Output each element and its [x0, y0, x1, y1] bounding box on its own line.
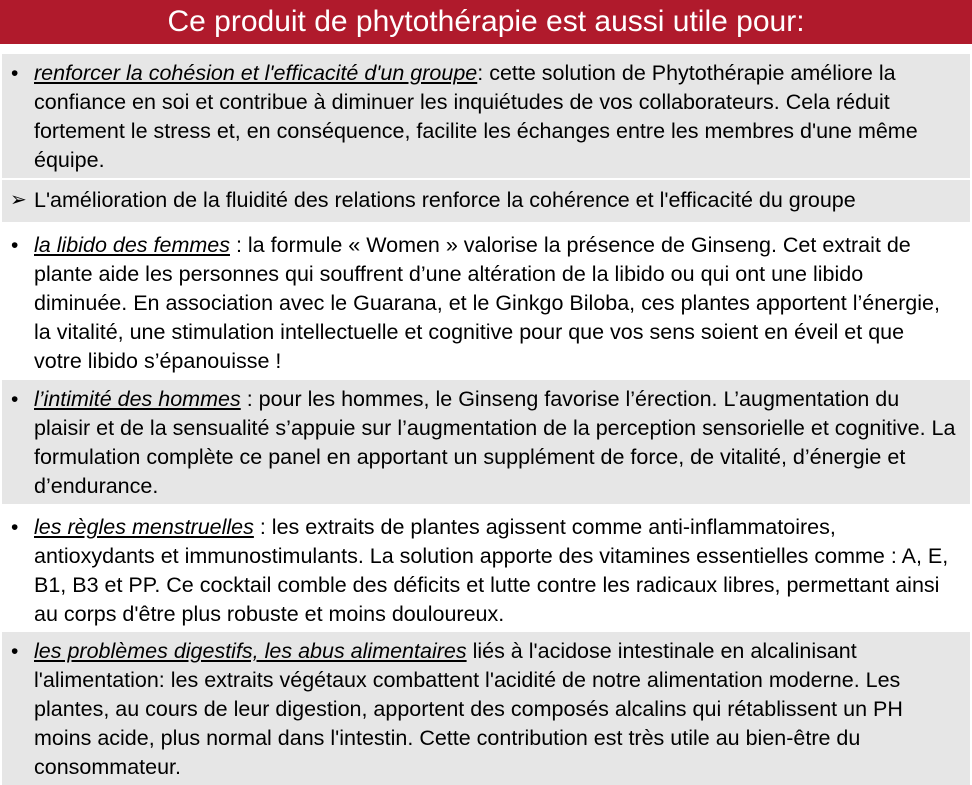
benefit-menstrual: [2, 508, 970, 628]
benefit-term: renforcer la cohésion et l'efficacité d'un groupe: [34, 61, 478, 85]
bullet-icon: •: [11, 640, 19, 663]
benefit-term: les problèmes digestifs, les abus alimentaires: [34, 639, 467, 663]
benefit-description: : pour les hommes, le Ginseng favorise l’érection. L’augmentation du plaisir et de la sensualité s’appuie sur l’augmentation de la perception sensorielle et cognitive. La formulation complète ce panel en apportant un supplément de force, de vitalité, d’énergie et d’endurance.: [34, 387, 956, 498]
benefit-sub-point: [2, 180, 970, 222]
benefit-women-libido: [2, 226, 970, 376]
benefit-description: : la formule « Women » valorise la présence de Ginseng. Cet extrait de plante aide les personnes qui souffrent d’une altération de la libido ou qui ont une libido diminuée. En association avec le Guarana, et le Ginkgo Biloba, ces plantes apportent l’énergie, la vitalité, une stimulation intellectuelle et cognitive pour que vos sens soient en éveil et que votre libido s’épanouisse !: [34, 233, 940, 373]
benefit-term: les règles menstruelles: [34, 515, 254, 539]
benefit-description: liés à l'acidose intestinale en alcalinisant l'alimentation: les extraits végétaux combattent l'acidité de notre alimentation moderne. Les plantes, au cours de leur digestion, apportent des composés alcalins qui rétablissent un PH moins acide, plus normal dans l'intestin. Cette contribution est très utile au bien-être du consommateur.: [34, 639, 903, 779]
benefit-description: : cette solution de Phytothérapie améliore la confiance en soi et contribue à diminuer les inquiétudes de vos collaborateurs. Cela réduit fortement le stress et, en conséquence, facilite les échanges entre les membres d'une même équipe.: [34, 61, 918, 172]
benefit-description: : les extraits de plantes agissent comme anti-inflammatoires, antioxydants et immunostimulants. La solution apporte des vitamines essentielles comme : A, E, B1, B3 et PP. Ce cocktail comble des déficits et lutte contre les radicaux libres, permettant ainsi au corps d'être plus robuste et moins douloureux.: [34, 515, 949, 626]
bullet-icon: •: [11, 234, 19, 257]
benefit-term: l’intimité des hommes: [34, 387, 241, 411]
benefit-term: la libido des femmes: [34, 233, 230, 257]
page-title: Ce produit de phytothérapie est aussi utile pour:: [0, 0, 972, 44]
sub-point-text: L'amélioration de la fluidité des relations renforce la cohérence et l'efficacité du groupe: [34, 188, 856, 212]
benefit-digestive: [2, 632, 970, 785]
arrow-bullet-icon: ➢: [10, 189, 27, 211]
benefit-group-cohesion: [2, 54, 970, 178]
bullet-icon: •: [11, 516, 19, 539]
bullet-icon: •: [11, 388, 19, 411]
benefit-men-intimacy: [2, 380, 970, 504]
bullet-icon: •: [11, 62, 19, 85]
